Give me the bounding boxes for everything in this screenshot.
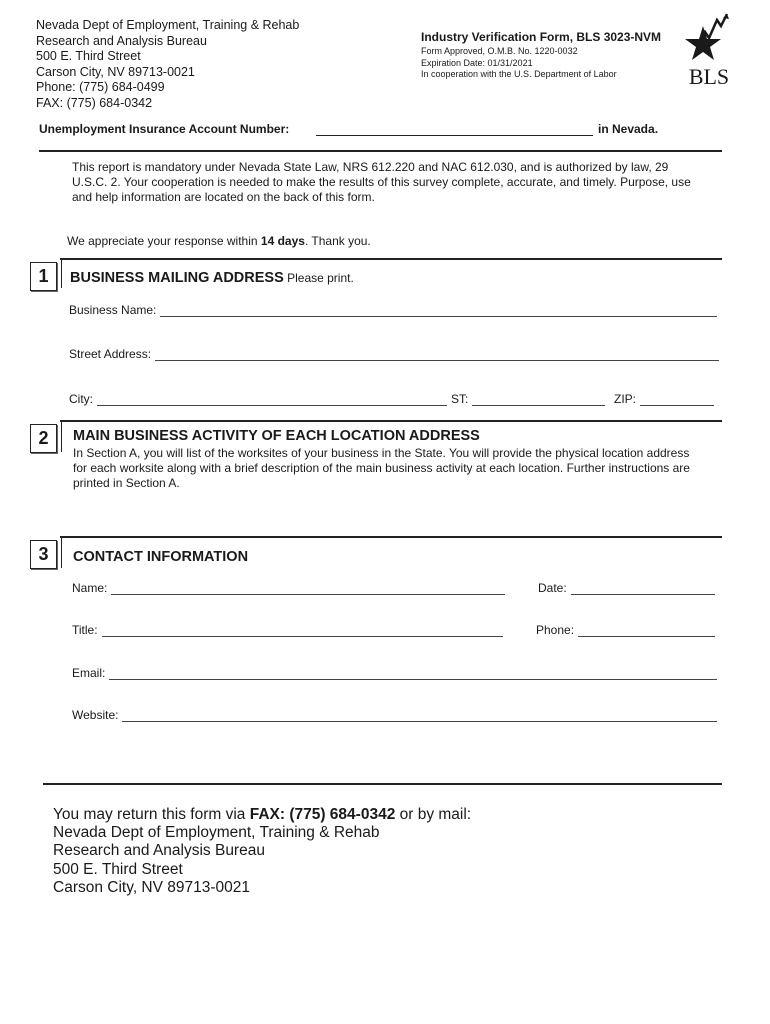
city-input[interactable]: [97, 395, 447, 406]
bls-logo: [683, 12, 735, 88]
website-input[interactable]: [122, 711, 717, 722]
email-field[interactable]: [72, 666, 717, 680]
return-mail-text: or by mail:: [395, 806, 472, 823]
agency-bureau: Research and Analysis Bureau: [36, 33, 207, 48]
section-3-number: 3: [30, 540, 57, 569]
date-field[interactable]: [538, 581, 715, 595]
section-1-note: Please print.: [283, 271, 354, 285]
form-cooperation: In cooperation with the U.S. Department of Labor: [421, 69, 617, 79]
response-thanks: . Thank you.: [304, 234, 371, 248]
section-2-number: 2: [30, 424, 57, 453]
agency-address: [36, 18, 299, 111]
phone-label: Phone:: [536, 623, 575, 637]
form-expiration: Expiration Date: 01/31/2021: [421, 57, 533, 68]
section-3-title: CONTACT INFORMATION: [73, 549, 249, 565]
divider: [39, 150, 722, 152]
contact-title-label: Title:: [72, 623, 98, 637]
zip-input[interactable]: [640, 395, 714, 406]
contact-name-input[interactable]: [111, 584, 505, 595]
contact-name-label: Name:: [72, 581, 108, 595]
section-1-rule: [60, 258, 722, 260]
ui-account-input[interactable]: [316, 135, 593, 136]
business-name-label: Business Name:: [69, 303, 157, 317]
zip-label: ZIP:: [614, 392, 637, 406]
section-1-title: [70, 270, 354, 286]
section-2-rule: [60, 420, 722, 422]
date-label: Date:: [538, 581, 567, 595]
form-approved: Form Approved, O.M.B. No. 1220-0032: [421, 46, 578, 56]
email-label: Email:: [72, 666, 106, 680]
contact-title-field[interactable]: [72, 623, 503, 637]
agency-street: 500 E. Third Street: [36, 49, 141, 63]
phone-input[interactable]: [578, 626, 715, 637]
agency-fax: FAX: (775) 684-0342: [36, 95, 153, 110]
city-label: City:: [69, 392, 93, 406]
response-text: We appreciate your response within: [67, 234, 261, 248]
section-1-bracket: [61, 258, 62, 288]
bls-logo-text: BLS: [688, 64, 730, 88]
return-agency-city: Carson City, NV 89713-0021: [53, 878, 251, 896]
business-name-input[interactable]: [160, 306, 717, 317]
footer-divider: [43, 783, 722, 785]
section-3-rule: [60, 536, 722, 538]
street-address-label: Street Address:: [69, 347, 152, 361]
state-field[interactable]: [451, 392, 605, 406]
return-agency-bureau: Research and Analysis Bureau: [53, 842, 265, 860]
form-header: [421, 30, 661, 81]
ui-account-suffix: in Nevada.: [598, 122, 659, 136]
return-fax: FAX: (775) 684-0342: [249, 806, 396, 823]
zip-field[interactable]: [614, 392, 714, 406]
section-1-number: 1: [30, 262, 57, 291]
section-2-instructions: In Section A, you will list of the worksites of your business in the State. You will provide the physical location address for each worksite along with a brief description of the main business activity at each location. Further instructions are printed in Section A.: [73, 446, 690, 490]
street-address-field[interactable]: [69, 347, 719, 361]
return-text: You may return this form via: [53, 806, 250, 823]
website-field[interactable]: [72, 708, 717, 722]
website-label: Website:: [72, 708, 119, 722]
section-1-title-text: BUSINESS MAILING ADDRESS: [70, 270, 284, 286]
street-address-input[interactable]: [155, 350, 719, 361]
date-input[interactable]: [571, 584, 715, 595]
phone-field[interactable]: [536, 623, 715, 637]
agency-name: Nevada Dept of Employment, Training & Rehab: [36, 18, 300, 32]
state-input[interactable]: [472, 395, 605, 406]
bls-star-icon: [683, 12, 735, 88]
mandatory-notice: This report is mandatory under Nevada State Law, NRS 612.220 and NAC 612.030, and is authorized by law, 29 U.S.C. 2. Your cooperation is needed to make the results of this survey complete, accurate, and timely. Purpose, use and help information are located on the back of this form.: [72, 160, 691, 204]
section-2-title: MAIN BUSINESS ACTIVITY OF EACH LOCATION ADDRESS: [73, 428, 480, 444]
ui-account-label: Unemployment Insurance Account Number:: [39, 122, 290, 136]
return-agency-name: Nevada Dept of Employment, Training & Rehab: [53, 824, 380, 842]
response-days: 14 days: [260, 234, 305, 248]
form-title: Industry Verification Form, BLS 3023-NVM: [421, 30, 662, 44]
agency-phone: Phone: (775) 684-0499: [36, 80, 165, 94]
agency-city: Carson City, NV 89713-0021: [36, 64, 195, 79]
contact-name-field[interactable]: [72, 581, 505, 595]
state-label: ST:: [451, 392, 469, 406]
response-request: [67, 234, 371, 248]
return-instructions: [53, 806, 471, 897]
section-3-bracket: [61, 536, 62, 568]
email-input[interactable]: [109, 669, 717, 680]
business-name-field[interactable]: [69, 303, 717, 317]
contact-title-input[interactable]: [102, 626, 503, 637]
section-2-bracket: [61, 420, 62, 452]
return-method: [53, 806, 471, 824]
city-field[interactable]: [69, 392, 447, 406]
return-agency-street: 500 E. Third Street: [53, 860, 183, 878]
